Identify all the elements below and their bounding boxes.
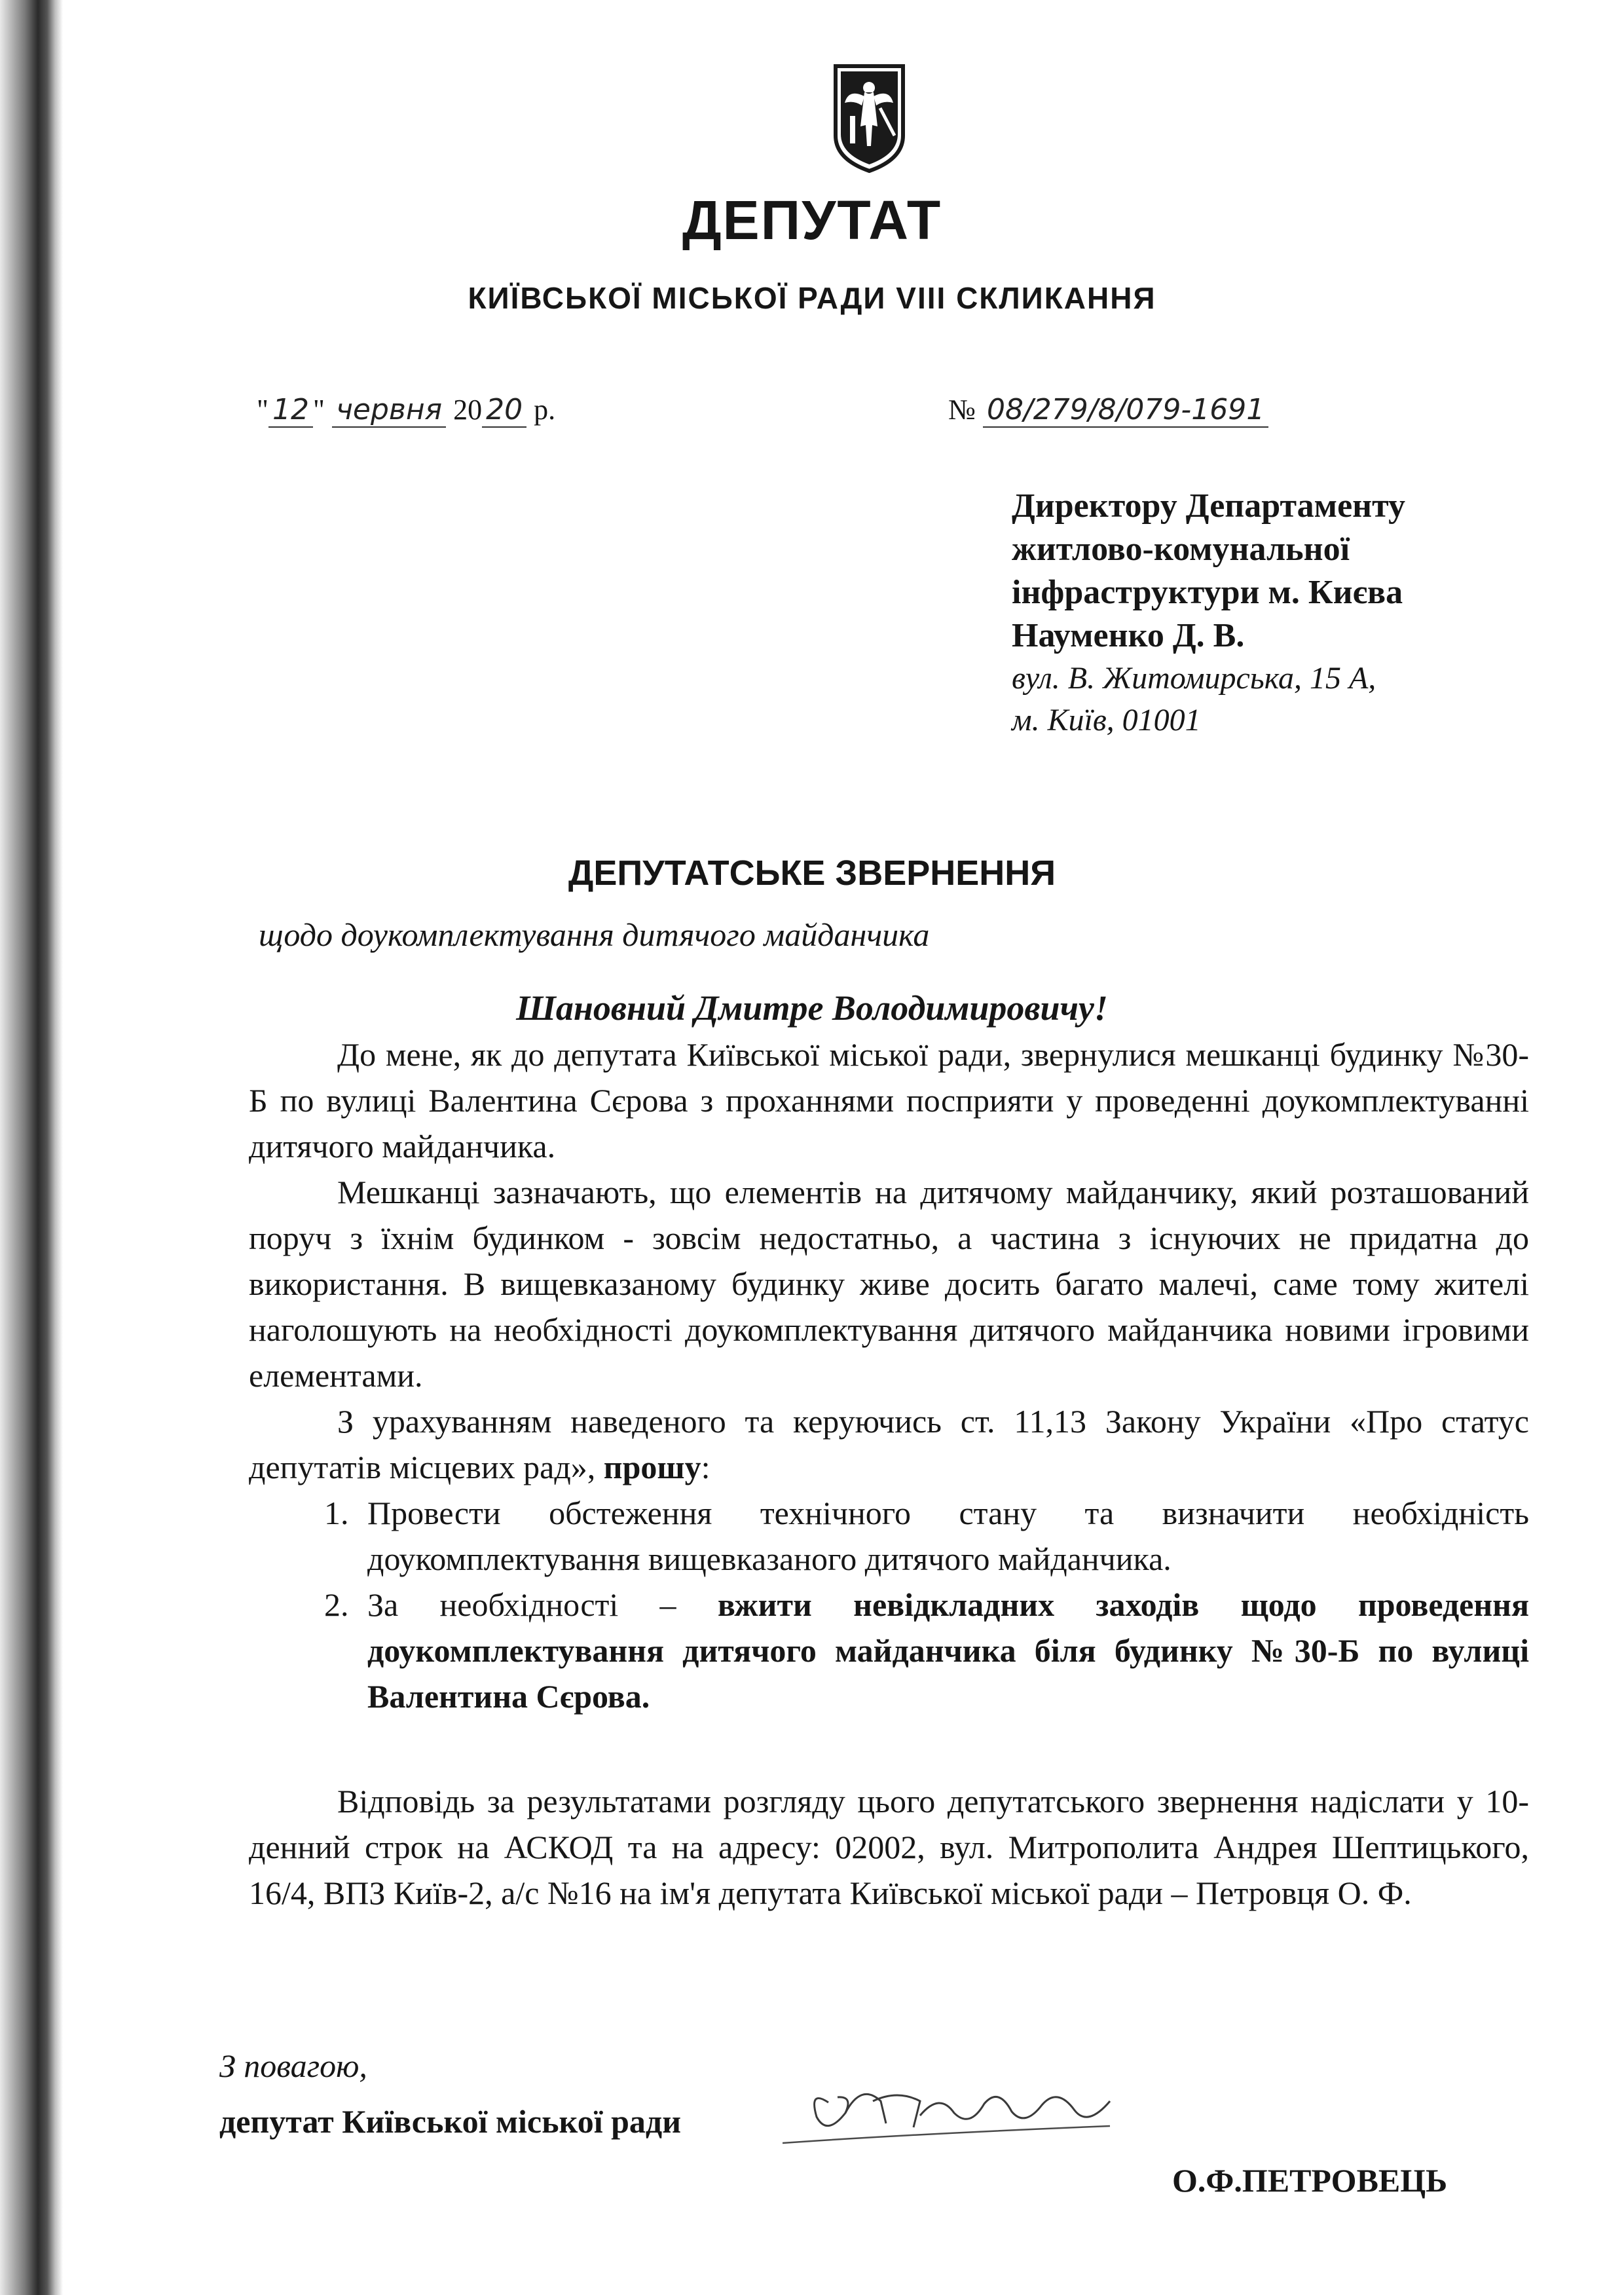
letterhead-title: ДЕПУТАТ: [682, 189, 942, 251]
scan-edge-shadow: [0, 0, 63, 2295]
addressee-line: житлово-комунальної: [1012, 531, 1350, 568]
number-label: №: [948, 394, 976, 426]
addressee-line: інфраструктури м. Києва: [1012, 574, 1403, 611]
registration-number: 08/279/8/079-1691: [983, 393, 1268, 428]
date-year-mark: р.: [534, 394, 556, 426]
request-list: [249, 1490, 1529, 1719]
letter-body: [249, 1032, 1529, 1916]
addressee-line: Директору Департаменту: [1012, 487, 1405, 525]
addressee-block: [1012, 485, 1509, 741]
request-item: [357, 1490, 1529, 1582]
request-item: [357, 1582, 1529, 1719]
reply-paragraph: Відповідь за результатами розгляду цього депутатського звернення надіслати у 10-денний строк на АСКОД та на адресу: 02002, вул. Митрополита Андрея Шептицького, 16/4, ВПЗ Київ-2, а/с №16 на ім'я депутата Київської міської ради – Петровця О. Ф.: [249, 1783, 1529, 1911]
salutation: Шановний Дмитре Володимировичу!: [516, 988, 1108, 1028]
addressee-address: м. Київ, 01001: [1012, 703, 1201, 737]
request-colon: :: [701, 1449, 710, 1485]
request-item-emphasis: вжити невідкладних заходів щодо проведення доукомплектування дитячого майданчика біля будинку №30-Б по вулиці Валентина Сєрова.: [367, 1586, 1530, 1715]
addressee-name: Науменко Д. В.: [1012, 617, 1245, 654]
request-lead: З урахуванням наведеного та керуючись ст. 11,13 Закону України «Про статус депутатів місцевих рад»,: [249, 1403, 1529, 1485]
date-year-prefix: 20: [453, 394, 483, 426]
request-item-text: Провести обстеження технічного стану та визначити необхідність доукомплектування вищевказаного дитячого майданчика.: [367, 1495, 1529, 1577]
document-title: ДЕПУТАТСЬКЕ ЗВЕРНЕННЯ: [568, 853, 1056, 893]
body-paragraph: До мене, як до депутата Київської міської ради, звернулися мешканці будинку №30-Б по вулиці Валентина Сєрова з проханнями посприяти у проведенні доукомплектуванні дитячого майданчика.: [249, 1036, 1529, 1165]
signer-position: депутат Київської міської ради: [219, 2103, 682, 2140]
registration-number-field: [948, 393, 1268, 426]
date-month: червня: [332, 393, 446, 428]
letterhead-subtitle: КИЇВСЬКОЇ МІСЬКОЇ РАДИ VIII СКЛИКАННЯ: [468, 281, 1156, 315]
request-paragraph: [249, 1398, 1529, 1490]
request-item-lead: За необхідності –: [367, 1586, 718, 1623]
date-year-suffix: 20: [482, 393, 526, 428]
closing-phrase: З повагою,: [219, 2047, 367, 2084]
date-day: 12: [268, 393, 313, 428]
body-paragraph: Мешканці зазначають, що елементів на дитячому майданчику, який розташований поруч з їхнім будинком - зовсім недостатньо, а частина з існуючих не придатна до використання. В вищевказаному будинку живе досить багато малечі, саме тому жителі наголошують на необхідності доукомплектування дитячого майданчика новими ігровими елементами.: [249, 1174, 1529, 1394]
handwritten-signature: [783, 2063, 1149, 2148]
kyiv-coat-of-arms-icon: [832, 62, 907, 174]
request-keyword: прошу: [603, 1449, 701, 1485]
document-subject: щодо доукомплектування дитячого майданчика: [259, 916, 930, 953]
addressee-address: вул. В. Житомирська, 15 А,: [1012, 661, 1376, 696]
date-field: " 12 " червня 20 20 р.: [257, 393, 556, 426]
signer-name: О.Ф.ПЕТРОВЕЦЬ: [1172, 2162, 1448, 2199]
